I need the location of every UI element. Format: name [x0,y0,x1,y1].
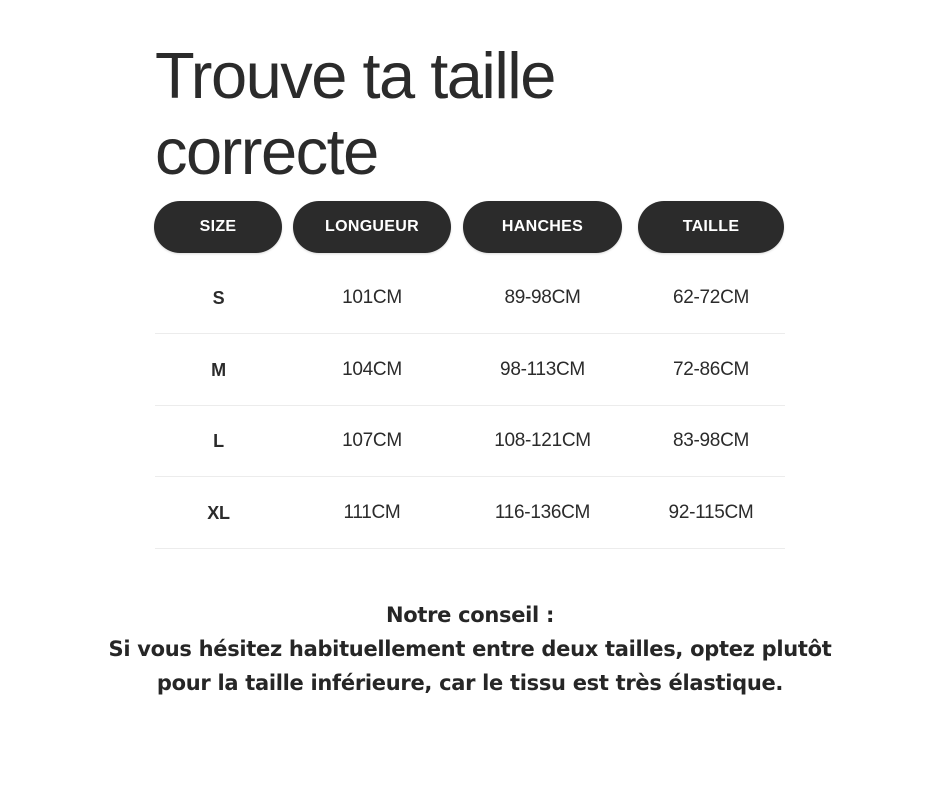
row-divider [155,548,785,549]
cell-taille: 62-72CM [672,287,750,308]
header-taille: TAILLE [638,201,784,253]
cell-longueur: 104CM [342,359,402,380]
cell-taille: 72-86CM [672,359,750,380]
row-divider [155,476,785,477]
table-row [155,406,785,477]
advice-line-1: Si vous hésitez habituellement entre deux tailles, optez plutôt [108,637,832,661]
header-size: SIZE [154,201,282,253]
cell-longueur: 107CM [342,430,402,451]
advice-heading: Notre conseil : [385,603,555,627]
cell-size: M [211,359,226,380]
table-row [155,335,785,406]
table-row [155,263,785,334]
advice-block [0,598,940,700]
cell-longueur: 111CM [343,502,401,523]
cell-taille: 92-115CM [668,502,754,523]
cell-size: XL [207,502,230,523]
cell-taille: 83-98CM [672,430,750,451]
table-row [155,478,785,549]
header-longueur: LONGUEUR [293,201,451,253]
cell-hanches: 116-136CM [494,502,591,523]
cell-size: L [213,430,224,451]
row-divider [155,333,785,334]
cell-size: S [212,287,225,308]
advice-line-2: pour la taille inférieure, car le tissu est très élastique. [156,671,784,695]
cell-hanches: 98-113CM [500,359,585,380]
page-title-line-1: Trouve ta taille [155,39,555,112]
cell-hanches: 108-121CM [494,430,591,451]
cell-longueur: 101CM [342,287,402,308]
header-hanches: HANCHES [463,201,622,253]
page-title-line-2: correcte [155,115,378,188]
cell-hanches: 89-98CM [504,287,581,308]
page-title [155,38,555,190]
